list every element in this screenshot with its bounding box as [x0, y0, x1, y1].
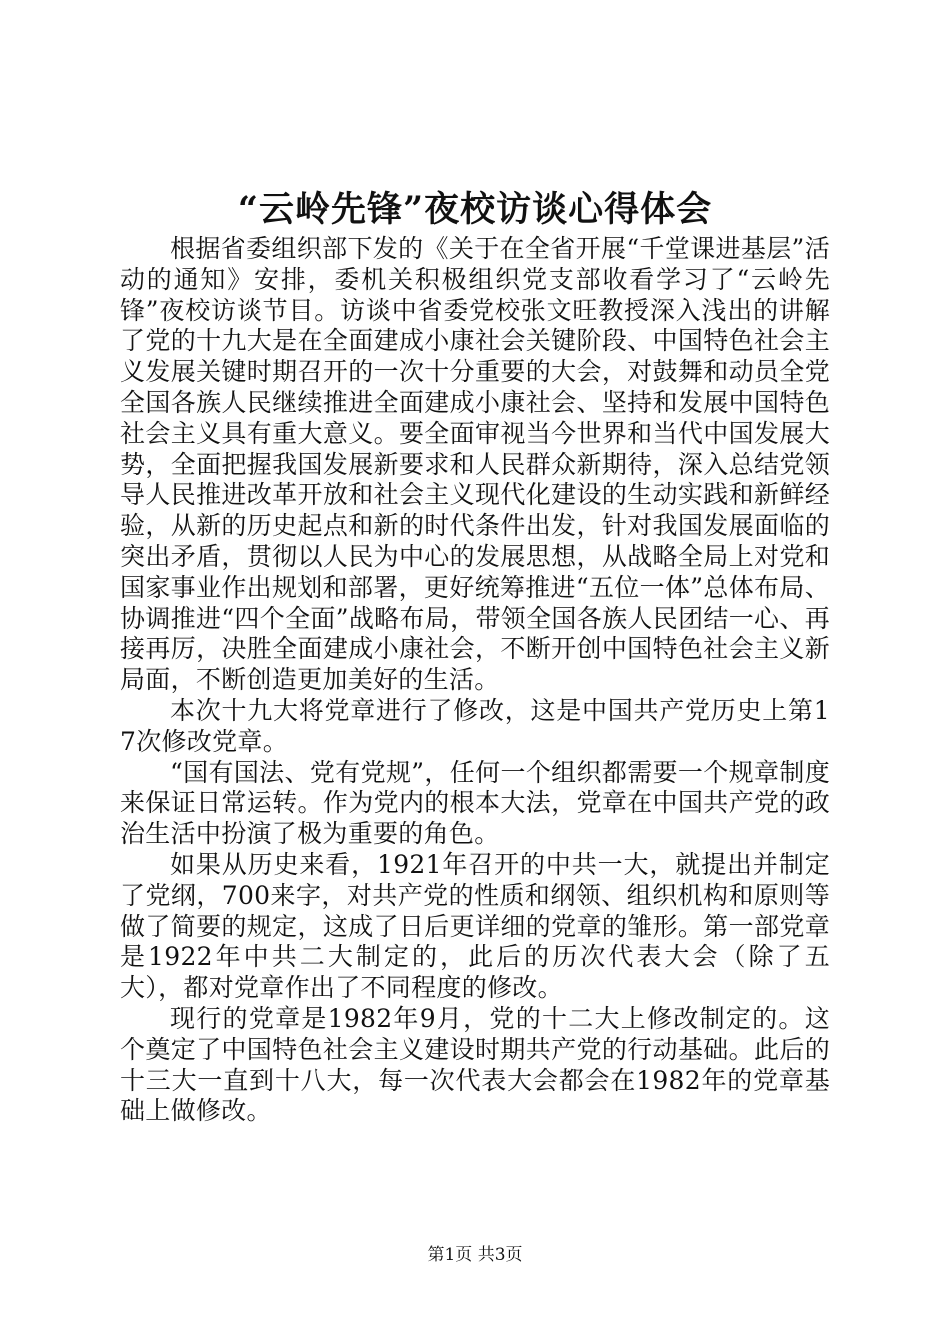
document-body — [120, 234, 830, 1127]
page-footer: 第1页 共3页 — [427, 1245, 523, 1265]
paragraph-1: 根据省委组织部下发的《关于在全省开展“千堂课进基层”活动的通知》安排，委机关积极组织党支部收看学习了“云岭先锋”夜校访谈节目。访谈中省委党校张文旺教授深入浅出的讲解了党的十九大是在全面建成小康社会关键阶段、中国特色社会主义发展关键时期召开的一次十分重要的大会，对鼓舞和动员全党全国各族人民继续推进全面建成小康社会、坚持和发展中国特色社会主义具有重大意义。要全面审视当今世界和当代中国发展大势，全面把握我国发展新要求和人民群众新期待，深入总结党领导人民推进改革开放和社会主义现代化建设的生动实践和新鲜经验，从新的历史起点和新的时代条件出发，针对我国发展面临的突出矛盾，贯彻以人民为中心的发展思想，从战略全局上对党和国家事业作出规划和部署，更好统筹推进“五位一体”总体布局、协调推进“四个全面”战略布局，带领全国各族人民团结一心、再接再厉，决胜全面建成小康社会，不断开创中国特色社会主义新局面，不断创造更加美好的生活。 — [120, 234, 830, 695]
paragraph-3: “国有国法、党有党规”，任何一个组织都需要一个规章制度来保证日常运转。作为党内的根本大法，党章在中国共产党的政治生活中扮演了极为重要的角色。 — [120, 757, 830, 849]
paragraph-5: 现行的党章是1982年9月，党的十二大上修改制定的。这个奠定了中国特色社会主义建设时期共产党的行动基础。此后的十三大一直到十八大，每一次代表大会都会在1982年的党章基础上做修改。 — [120, 1003, 830, 1126]
document-title: “云岭先锋”夜校访谈心得体会 — [237, 189, 713, 230]
paragraph-2: 本次十九大将党章进行了修改，这是中国共产党历史上第17次修改党章。 — [120, 695, 830, 756]
paragraph-4: 如果从历史来看，1921年召开的中共一大，就提出并制定了党纲，700来字，对共产党的性质和纲领、组织机构和原则等做了简要的规定，这成了日后更详细的党章的雏形。第一部党章是1922年中共二大制定的，此后的历次代表大会（除了五大），都对党章作出了不同程度的修改。 — [120, 849, 830, 1003]
